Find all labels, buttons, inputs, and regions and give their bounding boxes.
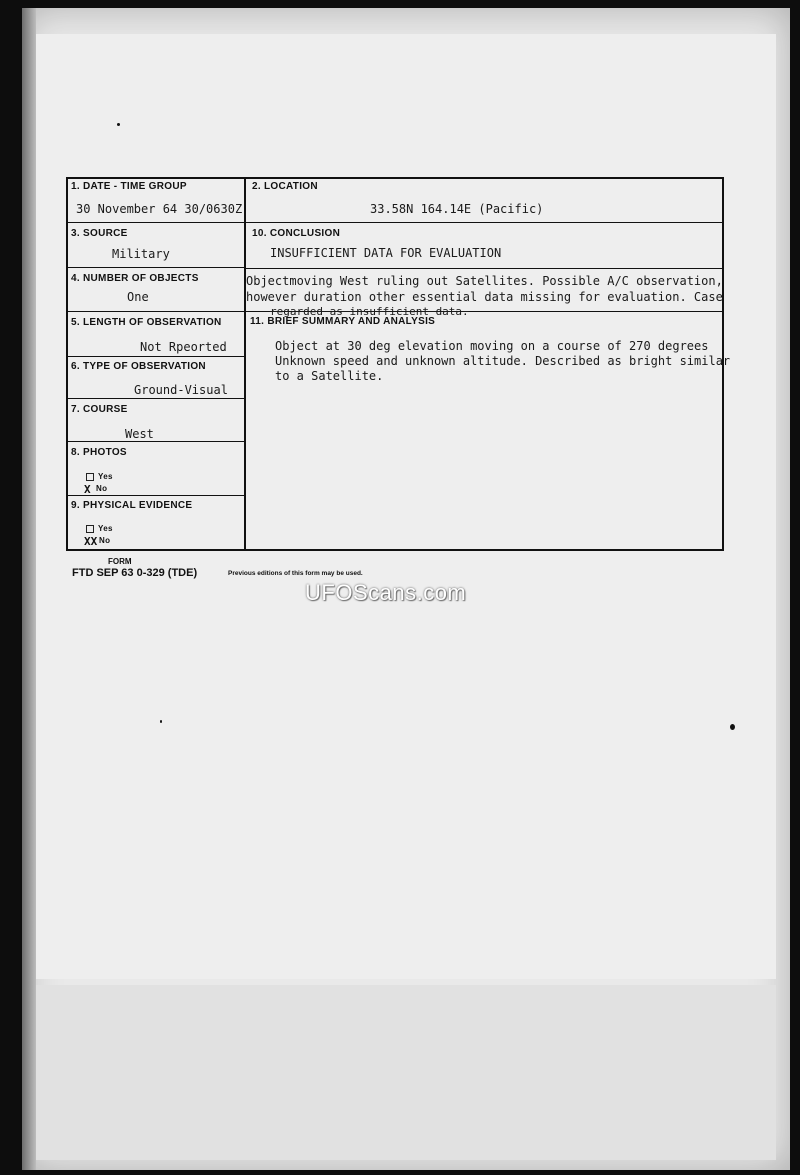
photos-yes-checkbox[interactable] xyxy=(86,473,94,481)
evidence-no-label: No xyxy=(99,536,111,545)
row-divider xyxy=(66,267,244,268)
type-of-observation-value: Ground-Visual xyxy=(134,383,228,397)
row-divider xyxy=(66,222,724,223)
row-divider xyxy=(66,356,244,357)
course-value: West xyxy=(125,427,154,441)
conclusion-label: 10. CONCLUSION xyxy=(252,228,341,239)
footer-form-id: FTD SEP 63 0-329 (TDE) xyxy=(72,567,198,579)
number-of-objects-label: 4. NUMBER OF OBJECTS xyxy=(71,273,199,284)
row-divider xyxy=(66,311,244,312)
evidence-yes-option[interactable] xyxy=(86,524,113,533)
site-watermark: UFOScans.com xyxy=(305,580,467,605)
physical-evidence-label: 9. PHYSICAL EVIDENCE xyxy=(71,500,193,511)
photos-no-option[interactable] xyxy=(96,484,107,493)
source-label: 3. SOURCE xyxy=(71,228,128,239)
summary-line-2: Unknown speed and unknown altitude. Described as bright similar xyxy=(275,354,731,368)
lower-sheet xyxy=(36,985,776,1160)
row-divider xyxy=(66,441,244,442)
row-divider xyxy=(244,268,724,269)
conclusion-note-line-1: Objectmoving West ruling out Satellites. Possible A/C observation, xyxy=(246,274,723,288)
footer-form-word: FORM xyxy=(108,557,132,566)
evidence-no-option[interactable] xyxy=(99,536,110,545)
summary-line-1: Object at 30 deg elevation moving on a course of 270 degrees xyxy=(275,339,709,353)
row-divider xyxy=(66,495,244,496)
speck xyxy=(117,123,120,126)
course-label: 7. COURSE xyxy=(71,404,128,415)
length-of-observation-value: Not Rpeorted xyxy=(140,340,227,354)
date-time-value: 30 November 64 30/0630Z xyxy=(76,202,243,216)
photos-no-label: No xyxy=(96,484,108,493)
footer-note: Previous editions of this form may be used. xyxy=(228,570,363,577)
photos-yes-option[interactable] xyxy=(86,472,113,481)
location-value: 33.58N 164.14E (Pacific) xyxy=(370,202,544,216)
column-divider xyxy=(244,177,246,551)
conclusion-value: INSUFFICIENT DATA FOR EVALUATION xyxy=(270,246,502,260)
source-value: Military xyxy=(112,247,170,261)
number-of-objects-value: One xyxy=(127,290,149,304)
photos-label: 8. PHOTOS xyxy=(71,447,127,458)
row-divider xyxy=(66,398,244,399)
date-time-label: 1. DATE - TIME GROUP xyxy=(71,181,187,192)
location-label: 2. LOCATION xyxy=(252,181,318,192)
type-of-observation-label: 6. TYPE OF OBSERVATION xyxy=(71,361,206,372)
evidence-yes-checkbox[interactable] xyxy=(86,525,94,533)
speck xyxy=(160,720,162,723)
conclusion-note-line-3: regarded as insufficient data. xyxy=(270,305,469,318)
evidence-yes-label: Yes xyxy=(98,524,113,533)
brief-summary-label: 11. BRIEF SUMMARY AND ANALYSIS xyxy=(250,316,436,327)
paper-edge xyxy=(22,8,36,1170)
conclusion-note-line-2: however duration other essential data missing for evaluation. Case xyxy=(246,290,723,304)
length-of-observation-label: 5. LENGTH OF OBSERVATION xyxy=(71,317,222,328)
photos-no-mark: X xyxy=(84,483,91,496)
evidence-no-mark: XX xyxy=(84,535,98,548)
speck xyxy=(730,724,735,730)
photos-yes-label: Yes xyxy=(98,472,113,481)
summary-line-3: to a Satellite. xyxy=(275,369,384,383)
